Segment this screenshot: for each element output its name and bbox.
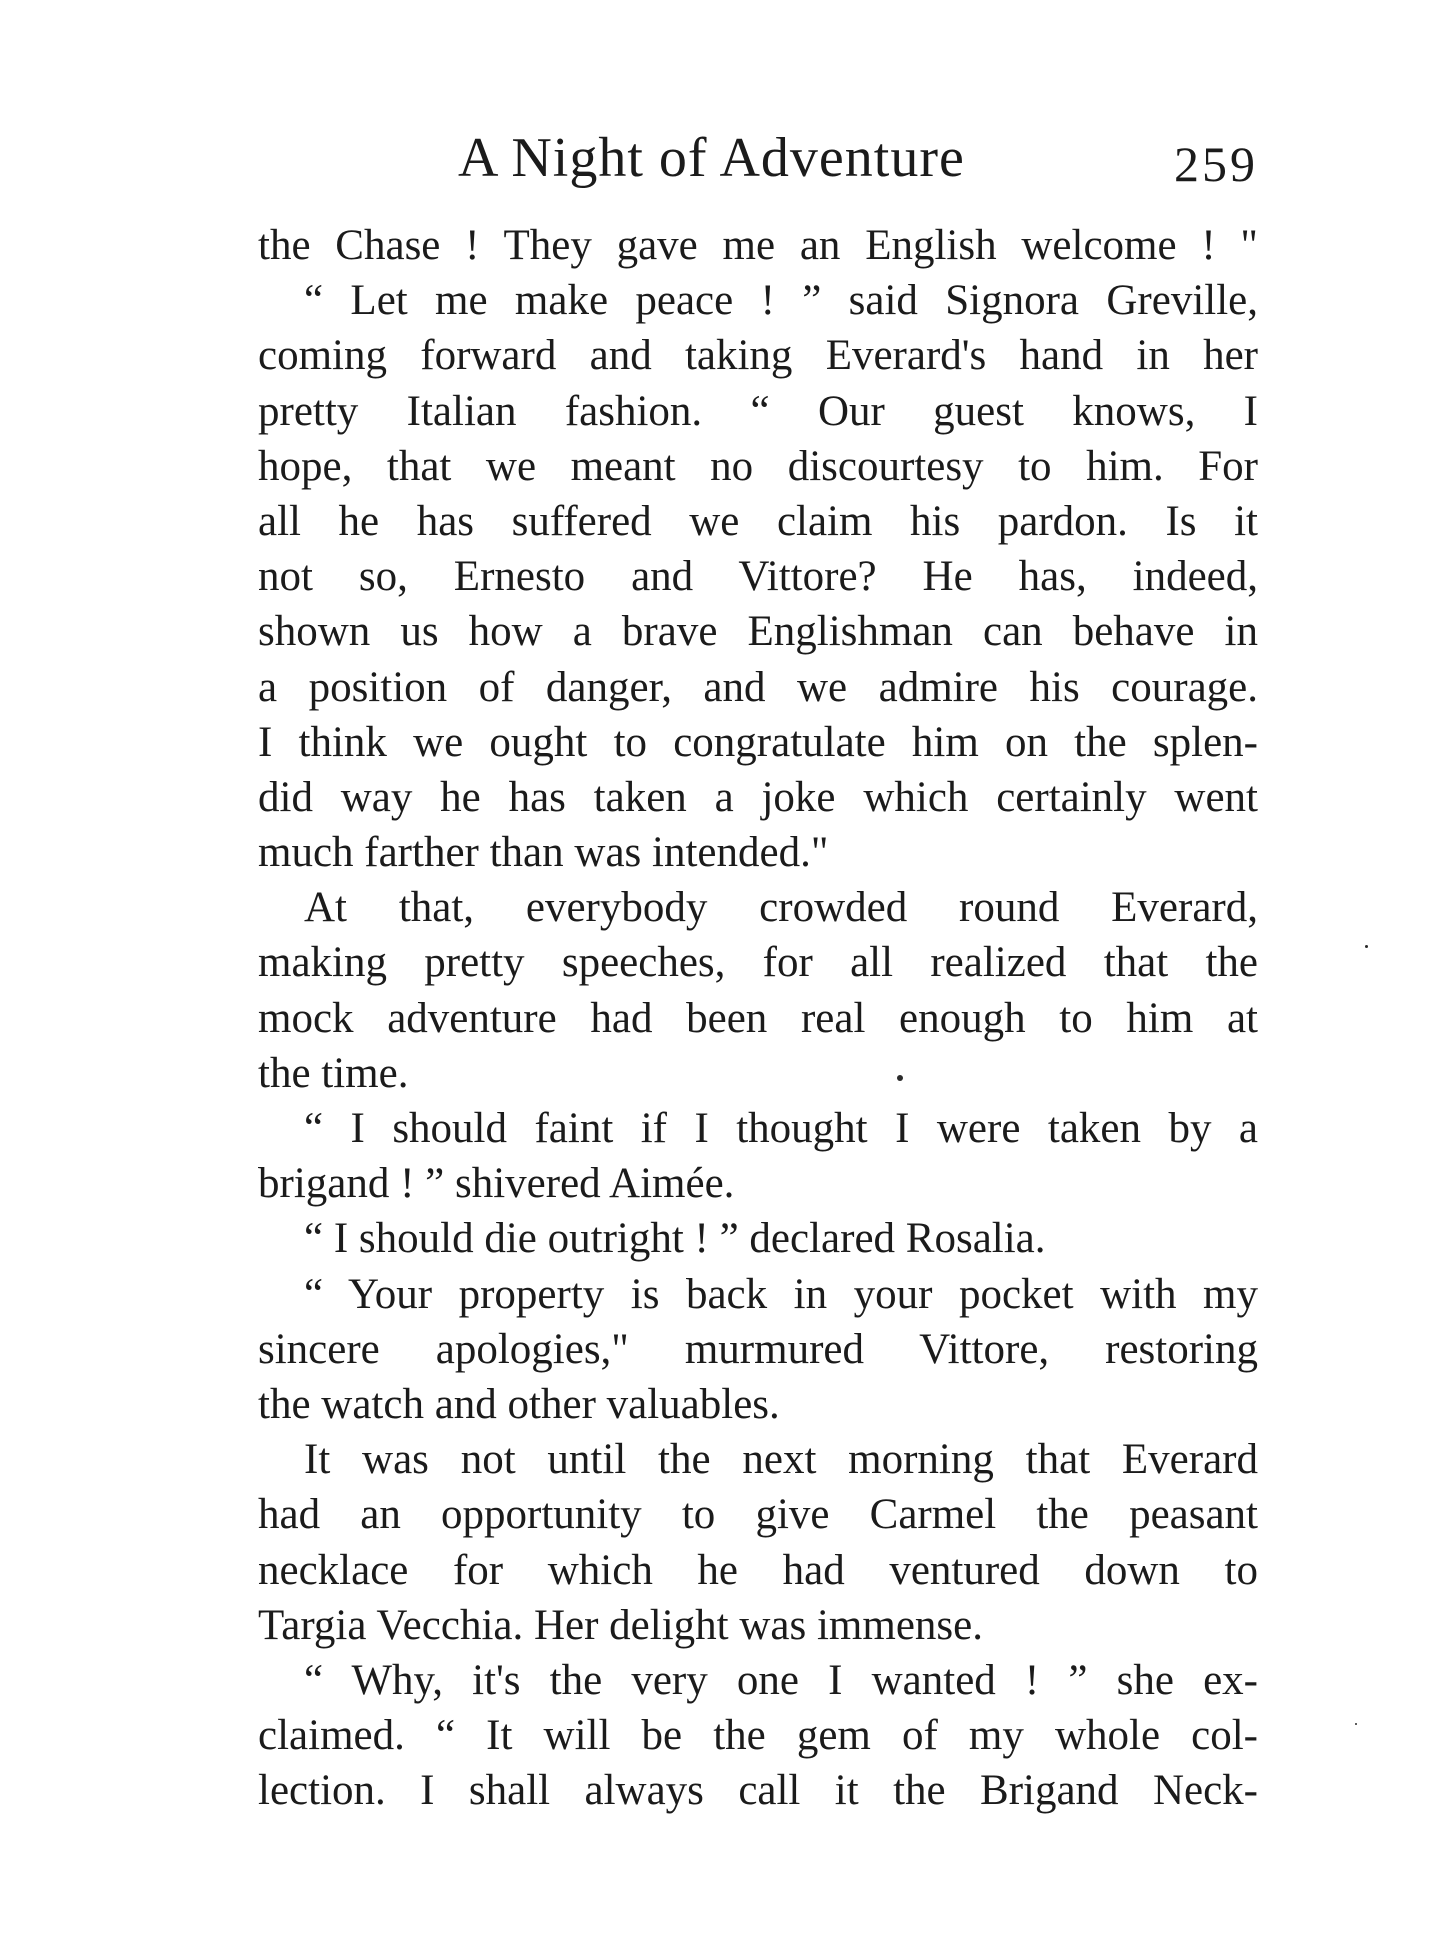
print-speck bbox=[1355, 1723, 1357, 1725]
text-line: a position of danger, and we admire his courage. bbox=[258, 663, 1258, 711]
text-line: claimed. “ It will be the gem of my whole col- bbox=[258, 1712, 1258, 1760]
text-line: the time. bbox=[258, 1049, 409, 1097]
text-line: At that, everybody crowded round Everard, bbox=[304, 884, 1258, 932]
text-line: not so, Ernesto and Vittore? He has, indeed, bbox=[258, 553, 1258, 601]
text-line: did way he has taken a joke which certainly went bbox=[258, 773, 1258, 821]
running-title: A Night of Adventure bbox=[458, 127, 965, 189]
text-line: had an opportunity to give Carmel the peasant bbox=[258, 1491, 1258, 1539]
text-line: making pretty speeches, for all realized that the bbox=[258, 939, 1258, 987]
print-speck bbox=[1365, 945, 1368, 948]
text-line: coming forward and taking Everard's hand in her bbox=[258, 332, 1258, 380]
text-line: the watch and other valuables. bbox=[258, 1380, 780, 1428]
text-line: much farther than was intended." bbox=[258, 829, 829, 877]
text-line: “ I should faint if I thought I were taken by a bbox=[304, 1105, 1258, 1152]
text-line: brigand ! ” shivered Aimée. bbox=[258, 1160, 735, 1208]
text-line: necklace for which he had ventured down to bbox=[258, 1546, 1258, 1594]
text-line: mock adventure had been real enough to him at bbox=[258, 994, 1258, 1042]
text-line: Targia Vecchia. Her delight was immense. bbox=[258, 1601, 983, 1649]
page-header bbox=[258, 118, 1258, 198]
text-line: the Chase ! They gave me an English welcome ! " bbox=[258, 222, 1258, 269]
page-number: 259 bbox=[1174, 136, 1258, 192]
print-speck bbox=[897, 1075, 903, 1081]
text-line: “ Let me make peace ! ” said Signora Greville, bbox=[304, 277, 1258, 325]
text-line: “ Why, it's the very one I wanted ! ” she ex- bbox=[304, 1656, 1258, 1704]
text-line: I think we ought to congratulate him on the splen- bbox=[258, 718, 1258, 766]
text-line: lection. I shall always call it the Brigand Neck- bbox=[258, 1767, 1258, 1815]
body-text bbox=[258, 218, 1258, 1818]
text-line: pretty Italian fashion. “ Our guest knows, I bbox=[258, 387, 1258, 435]
text-line: “ Your property is back in your pocket with my bbox=[304, 1270, 1258, 1318]
text-line: hope, that we meant no discourtesy to him. For bbox=[258, 442, 1258, 490]
text-line: It was not until the next morning that Everard bbox=[304, 1436, 1258, 1484]
text-line: shown us how a brave Englishman can behave in bbox=[258, 608, 1258, 656]
text-line: sincere apologies," murmured Vittore, restoring bbox=[258, 1325, 1258, 1373]
text-line: “ I should die outright ! ” declared Rosalia. bbox=[304, 1215, 1046, 1263]
text-line: all he has suffered we claim his pardon. Is it bbox=[258, 497, 1258, 545]
